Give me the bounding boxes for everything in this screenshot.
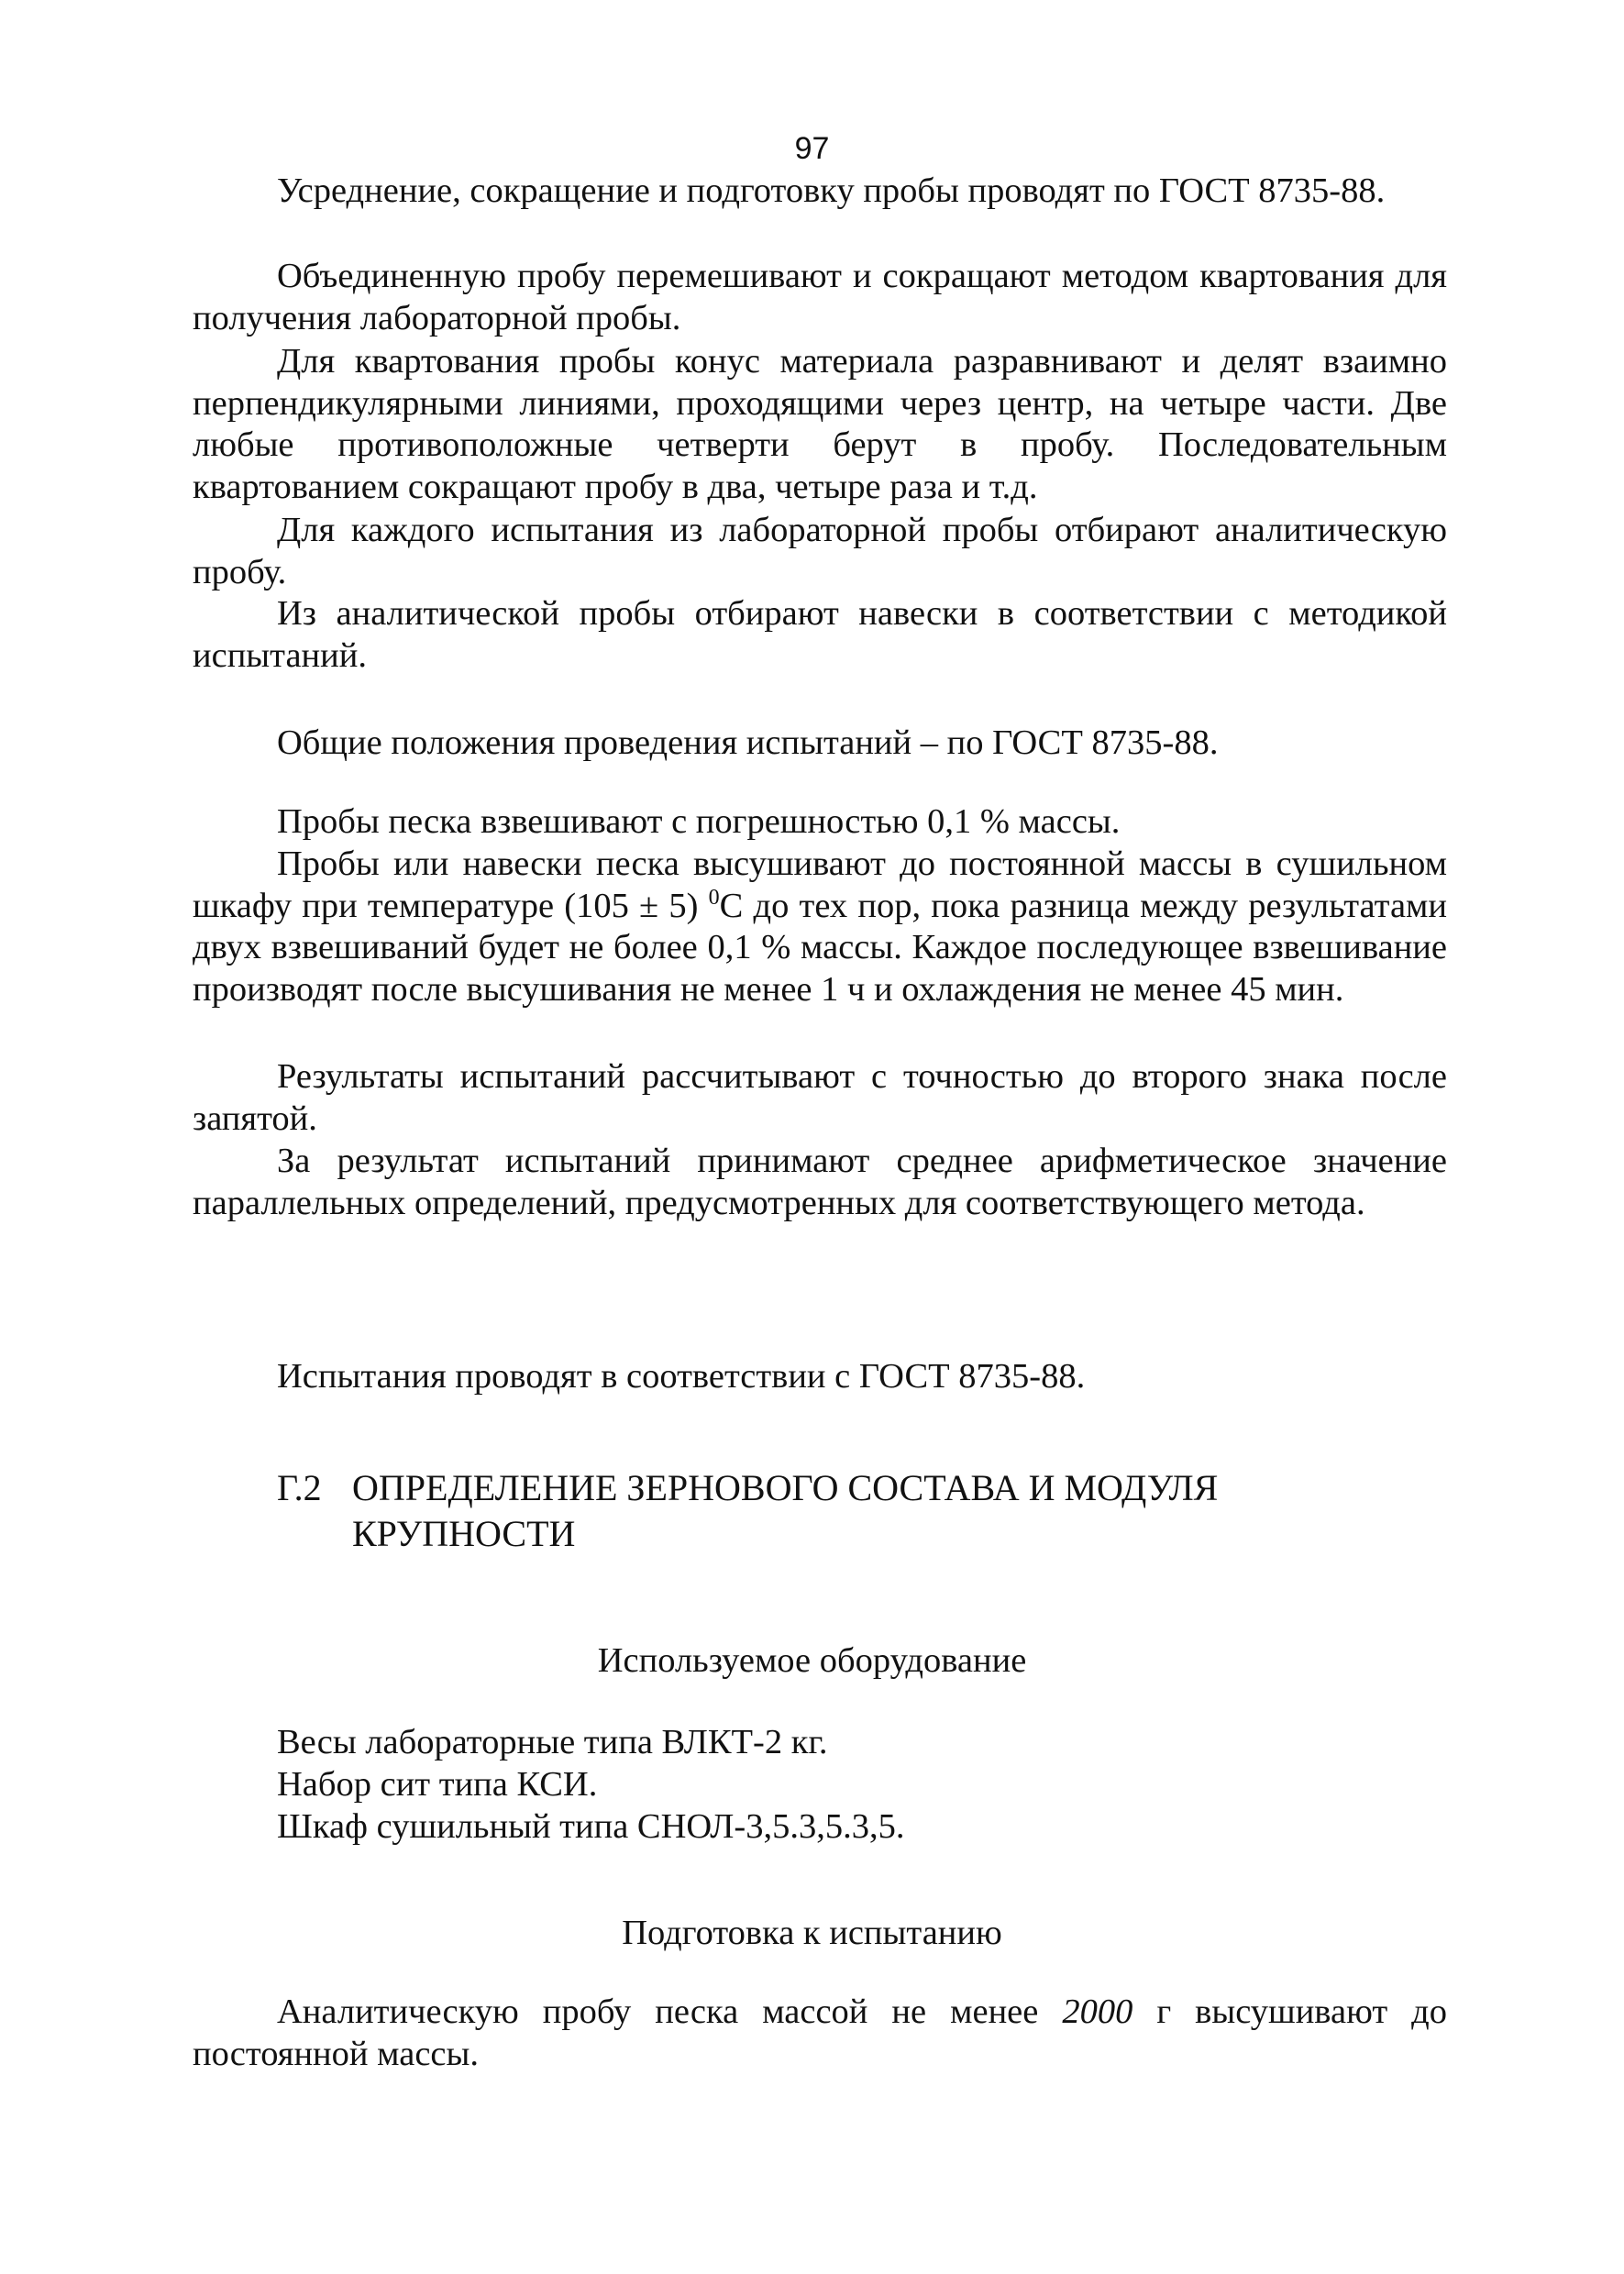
preparation-text-end: г высушивают до постоянной массы. xyxy=(193,1993,1447,2073)
equipment-item: Весы лабораторные типа ВЛКТ-2 кг. xyxy=(277,1723,828,1761)
paragraph-weighed-portions: Из аналитической пробы отбирают навески в соответствии с методикой испытаний. xyxy=(193,594,1447,675)
page-number: 97 xyxy=(794,131,830,166)
section-heading xyxy=(277,1465,1286,1557)
equipment-item: Шкаф сушильный типа СНОЛ-3,5.3,5.3,5. xyxy=(277,1807,905,1846)
preparation-text-start: Аналитическую пробу песка массой не менее xyxy=(277,1993,1063,2031)
paragraph-averaging: Усреднение, сокращение и подготовку пробы проводят по ГОСТ 8735-88. xyxy=(277,171,1386,210)
paragraph-quartering: Для квартования пробы конус материала разравнивают и делят взаимно перпендикулярными линиями, проходящими через центр, на четыре части. Две любые противоположные четверти берут в пробу. Последовательным квартованием сокращают пробу в два, четыре раза и т.д. xyxy=(193,342,1447,506)
paragraph-general-provisions: Общие положения проведения испытаний – по ГОСТ 8735-88. xyxy=(277,723,1219,762)
preparation-mass-value: 2000 xyxy=(1062,1993,1133,2031)
paragraph-analytical-sample: Для каждого испытания из лабораторной пробы отбирают аналитическую пробу. xyxy=(193,511,1447,591)
preparation-heading: Подготовка к испытанию xyxy=(622,1914,1002,1952)
equipment-list xyxy=(277,1721,904,1848)
equipment-heading: Используемое оборудование xyxy=(597,1641,1027,1680)
drying-text-end: С до тех пор, пока разница между результатами двух взвешиваний будет не более 0,1 % массы. Каждое последующее взвешивание производят после высушивания не менее 1 ч и охлаждения не менее 45 мин. xyxy=(193,886,1447,1009)
section-number: Г.2 xyxy=(277,1467,322,1508)
section-title-line2: КРУПНОСТИ xyxy=(352,1513,576,1554)
paragraph-result-definition: За результат испытаний принимают среднее арифметическое значение параллельных определений, предусмотренных для соответствующего метода. xyxy=(193,1142,1447,1222)
degree-superscript: 0 xyxy=(708,885,720,910)
paragraph-results-precision: Результаты испытаний рассчитывают с точностью до второго знака после запятой. xyxy=(193,1057,1447,1138)
paragraph-tests-reference: Испытания проводят в соответствии с ГОСТ 8735-88. xyxy=(277,1357,1086,1396)
drying-text-start: Пробы или навески песка высушивают до постоянной массы в сушильном шкафу при температуре (105 ± 5) xyxy=(193,844,1447,925)
paragraph-combined-sample: Объединенную пробу перемешивают и сокращают методом квартования для получения лабораторной пробы. xyxy=(193,257,1447,337)
paragraph-preparation xyxy=(193,1992,1447,2075)
paragraph-weighing-accuracy: Пробы песка взвешивают с погрешностью 0,1 % массы. xyxy=(277,802,1121,841)
equipment-item: Набор сит типа КСИ. xyxy=(277,1765,598,1804)
paragraph-drying-conditions xyxy=(193,844,1447,1010)
section-title-line1: ОПРЕДЕЛЕНИЕ ЗЕРНОВОГО СОСТАВА И МОДУЛЯ xyxy=(352,1467,1219,1508)
